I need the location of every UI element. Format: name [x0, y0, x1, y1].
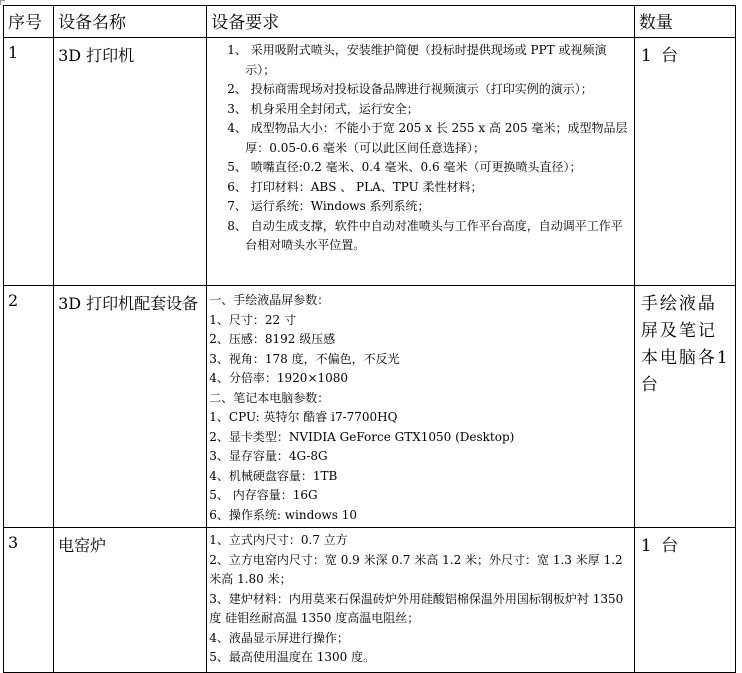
requirement-item: 8、 自动生成支撑，软件中自动对准喷头与工作平台高度，自动调平工作平台相对喷头水平位置。	[227, 218, 623, 252]
device-requirements	[207, 286, 635, 528]
requirements-list	[209, 531, 630, 668]
requirement-item: 5、 喷嘴直径:0.2 毫米、0.4 毫米、0.6 毫米（可更换喷头直径）；	[227, 160, 582, 174]
header-row	[4, 6, 736, 38]
row-number: 1	[4, 38, 54, 286]
header-name: 设备名称	[54, 6, 207, 38]
requirement-item: 3、视角：178 度，不偏色，不反光	[209, 351, 400, 366]
row-number: 2	[4, 286, 54, 528]
requirement-item: 2、显卡类型：NVIDIA GeForce GTX1050 (Desktop)	[209, 429, 515, 444]
requirement-item: 3、建炉材料：内用莫来石保温砖炉外用硅酸铝棉保温外用国标钢板炉衬 1350 度 硅钼丝耐高温 1350 度高温电阻丝；	[209, 591, 624, 625]
requirement-item: 二、笔记本电脑参数：	[209, 390, 330, 405]
table-row	[4, 528, 736, 673]
device-quantity: 手绘液晶屏及笔记本电脑各1台	[634, 286, 735, 528]
header-req: 设备要求	[207, 6, 635, 38]
requirement-item: 7、 运行系统：Windows 系列系统；	[227, 199, 430, 213]
requirements-list	[211, 41, 630, 256]
device-name: 3D 打印机	[54, 38, 207, 286]
requirement-item: 2、 投标商需现场对投标设备品牌进行视频演示（打印实例的演示）；	[227, 82, 593, 96]
requirement-item: 一、手绘液晶屏参数：	[209, 293, 330, 307]
header-qty: 数量	[634, 6, 735, 38]
requirement-item: 3、 机身采用全封闭式，运行安全；	[227, 101, 419, 116]
device-name: 3D 打印机配套设备	[54, 286, 207, 528]
table-row	[4, 38, 736, 286]
requirement-item: 4、机械硬盘容量：1TB	[209, 468, 338, 483]
requirement-item: 4、分倍率：1920×1080	[209, 371, 349, 385]
requirement-item: 1、 采用吸附式喷头，安装维护简便（投标时提供现场或 PPT 或视频演示）；	[227, 43, 607, 77]
equipment-spec-table	[3, 5, 736, 673]
requirement-item: 6、操作系统: windows 10	[209, 507, 358, 522]
header-no: 序号	[4, 6, 54, 38]
device-quantity: 1 台	[634, 38, 735, 286]
requirement-item: 2、压感：8192 级压感	[209, 332, 336, 346]
requirements-list	[209, 291, 630, 525]
device-requirements	[207, 38, 635, 286]
requirement-item: 3、显存容量：4G-8G	[209, 449, 328, 463]
requirement-item: 2、立方电窑内尺寸：宽 0.9 米深 0.7 米高 1.2 米；外尺寸：宽 1.3 米厚 1.2 米高 1.80 米；	[209, 552, 623, 586]
requirement-item: 1、CPU: 英特尔 酷睿 i7-7700HQ	[209, 410, 398, 424]
row-number: 3	[4, 528, 54, 673]
requirement-item: 6、 打印材料：ABS 、 PLA、TPU 柔性材料；	[227, 179, 483, 194]
device-name: 电窑炉	[54, 528, 207, 673]
requirement-item: 4、 成型物品大小：不能小于宽 205 x 长 255 x 高 205 毫米；成型物品层厚：0.05-0.6 毫米（可以此区间任意选择）；	[227, 121, 628, 155]
device-requirements	[207, 528, 635, 673]
requirement-item: 5、 内存容量：16G	[209, 488, 318, 502]
table-row	[4, 286, 736, 528]
requirement-item: 1、立式内尺寸：0.7 立方	[209, 533, 348, 547]
requirement-item: 1、尺寸：22 寸	[209, 312, 296, 327]
requirement-item: 4、液晶显示屏进行操作；	[209, 630, 349, 645]
requirement-item: 5、最高使用温度在 1300 度。	[209, 650, 376, 664]
device-quantity: 1 台	[634, 528, 735, 673]
